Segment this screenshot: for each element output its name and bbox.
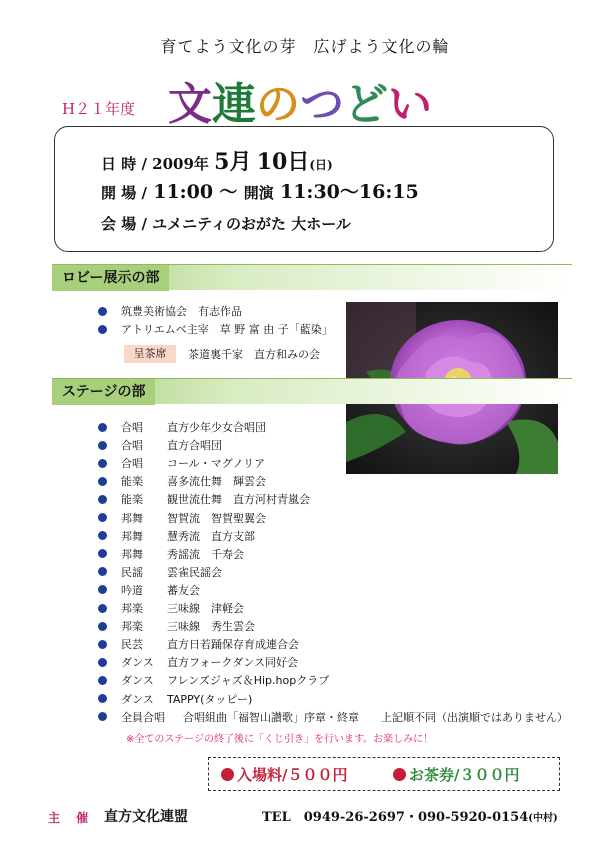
- title-char: 文: [168, 79, 212, 130]
- stage-category: 邦舞: [121, 547, 143, 561]
- bullet-icon: [221, 768, 234, 781]
- stage-item: [98, 636, 299, 653]
- date-row: [101, 145, 333, 176]
- title-char: つ: [300, 79, 344, 130]
- tea-room-text: 茶道裏千家 直方和みの会: [188, 348, 320, 361]
- stage-performer: 三味線 秀生雲会: [167, 620, 255, 634]
- organizer-name: 直方文化連盟: [104, 809, 188, 825]
- stage-performer: 三味線 津軽会: [167, 602, 244, 615]
- tilde: ～: [219, 182, 238, 203]
- start-label: 開演: [243, 184, 274, 202]
- fiscal-year: H２１年度: [62, 100, 136, 118]
- tea-ticket-fee: [393, 764, 519, 785]
- bullet-icon: [98, 604, 107, 613]
- stage-section-bar: [52, 378, 572, 404]
- stage-item: [98, 455, 265, 472]
- lobby-heading: ロビー展示の部: [52, 265, 169, 291]
- stage-item: [98, 654, 298, 671]
- stage-performer: 蕃友会: [167, 583, 200, 597]
- bullet-icon: [98, 622, 107, 631]
- stage-item: [98, 473, 266, 490]
- title-char: い: [388, 79, 432, 130]
- stage-performer: フレンズジャズ＆Hip.hopクラブ: [167, 674, 330, 688]
- stage-category: 邦楽: [121, 620, 143, 634]
- lobby-item-text: アトリエムベ主宰 草 野 富 由 子「藍染」: [121, 323, 333, 336]
- stage-performer: 合唱組曲「福智山讃歌」序章・終章 上記順不同（出演順ではありません）: [183, 710, 568, 724]
- stage-performer: 観世流仕舞 直方河村青嵐会: [167, 493, 310, 507]
- stage-item: [98, 709, 568, 726]
- stage-category: 合唱: [121, 457, 143, 471]
- bullet-icon: [98, 712, 107, 721]
- bullet-icon: [98, 459, 107, 468]
- venue-name: ユメニティのおがた 大ホール: [152, 215, 351, 233]
- stage-performer: 秀謡流 千寿会: [167, 547, 244, 561]
- bullet-icon: [98, 676, 107, 685]
- open-time: 11:00: [153, 181, 214, 203]
- open-label: 開 場 /: [101, 184, 147, 202]
- bullet-icon: [98, 513, 107, 522]
- stage-category: 能楽: [121, 475, 143, 489]
- event-info-box: [54, 126, 554, 252]
- bullet-icon: [98, 495, 107, 504]
- entry-fee: [221, 764, 347, 785]
- bullet-icon: [98, 477, 107, 486]
- list-item: [98, 321, 333, 338]
- bullet-icon: [98, 640, 107, 649]
- lobby-item-text: 筑豊美術協会 有志作品: [121, 305, 242, 318]
- stage-category: 邦舞: [121, 529, 143, 543]
- stage-category: 民芸: [121, 638, 143, 652]
- stage-category: ダンス: [121, 692, 154, 706]
- list-item: [98, 303, 242, 320]
- date-label: 日 時 /: [101, 155, 147, 173]
- bullet-icon: [98, 694, 107, 703]
- tea-room-tag: 呈茶席: [124, 345, 176, 363]
- stage-performer: 慧秀流 直方支部: [167, 529, 255, 543]
- stage-item: [98, 672, 329, 689]
- stage-heading: ステージの部: [52, 379, 155, 405]
- stage-category: 合唱: [121, 439, 143, 453]
- organizer-label: 主 催: [48, 811, 95, 825]
- stage-category: 全員合唱: [121, 710, 165, 724]
- stage-category: ダンス: [121, 656, 154, 670]
- stage-performer: 直方日若踊保存育成連合会: [167, 638, 299, 652]
- start-time: 11:30～16:15: [279, 181, 419, 203]
- stage-performer: 直方少年少女合唱団: [167, 421, 266, 434]
- bullet-icon: [98, 567, 107, 576]
- stage-item: [98, 691, 252, 708]
- stage-category: 能楽: [121, 493, 143, 507]
- stage-item: [98, 582, 200, 599]
- stage-category: 邦楽: [121, 602, 143, 615]
- tel-number: TEL 0949-26-2697・090-5920-0154: [262, 810, 529, 825]
- bullet-icon: [98, 585, 107, 594]
- fee-box: [208, 757, 560, 791]
- title-char: ど: [344, 79, 388, 130]
- event-title: [168, 68, 432, 132]
- stage-performer: 雲雀民謡会: [167, 565, 222, 579]
- stage-performer: 直方合唱団: [167, 439, 222, 453]
- stage-performer: TAPPY(タッピー): [167, 692, 253, 706]
- stage-item: [98, 528, 255, 545]
- bullet-icon: [98, 307, 107, 316]
- stage-category: 邦舞: [121, 511, 143, 525]
- stage-performer: 智賀流 智賀聖翼会: [167, 511, 266, 525]
- stage-item: [98, 618, 255, 635]
- stage-category: 民謡: [121, 565, 143, 579]
- bullet-icon: [98, 441, 107, 450]
- stage-category: 合唱: [121, 421, 143, 434]
- date-year: 2009年: [152, 155, 209, 173]
- stage-item: [98, 437, 222, 454]
- stage-category: 吟道: [121, 583, 143, 597]
- tel-note: (中村): [528, 813, 558, 824]
- venue-label: 会 場 /: [101, 215, 147, 233]
- title-char: 連: [212, 79, 256, 130]
- stage-item: [98, 564, 222, 581]
- stage-item: [98, 510, 266, 527]
- stage-performer: 直方フォークダンス同好会: [167, 656, 299, 670]
- bullet-icon: [98, 423, 107, 432]
- date-month: 5月: [214, 149, 252, 175]
- date-weekday: (日): [309, 158, 333, 172]
- stage-item: [98, 546, 244, 563]
- title-char: の: [256, 79, 300, 130]
- bullet-icon: [98, 531, 107, 540]
- stage-item: [98, 491, 310, 508]
- stage-performer: コール・マグノリア: [167, 457, 266, 471]
- stage-performer: 喜多流仕舞 輝雲会: [167, 475, 266, 489]
- lottery-notice: ※全てのステージの終了後に「くじ引き」を行います。お楽しみに！: [126, 734, 434, 745]
- bullet-icon: [98, 549, 107, 558]
- time-row: [101, 177, 419, 204]
- venue-row: [101, 213, 351, 234]
- stage-category: ダンス: [121, 674, 154, 688]
- stage-item: [98, 419, 266, 436]
- tea-fee-text: お茶券/３００円: [409, 766, 520, 784]
- stage-item: [98, 600, 244, 617]
- bullet-icon: [98, 658, 107, 667]
- bullet-icon: [393, 768, 406, 781]
- slogan: 育てよう文化の芽 広げよう文化の輪: [160, 37, 450, 56]
- date-day: 10日: [256, 149, 310, 175]
- bullet-icon: [98, 325, 107, 334]
- lobby-section-bar: [52, 264, 572, 290]
- entry-fee-text: 入場料/５００円: [237, 766, 348, 784]
- contact-tel: [262, 806, 558, 825]
